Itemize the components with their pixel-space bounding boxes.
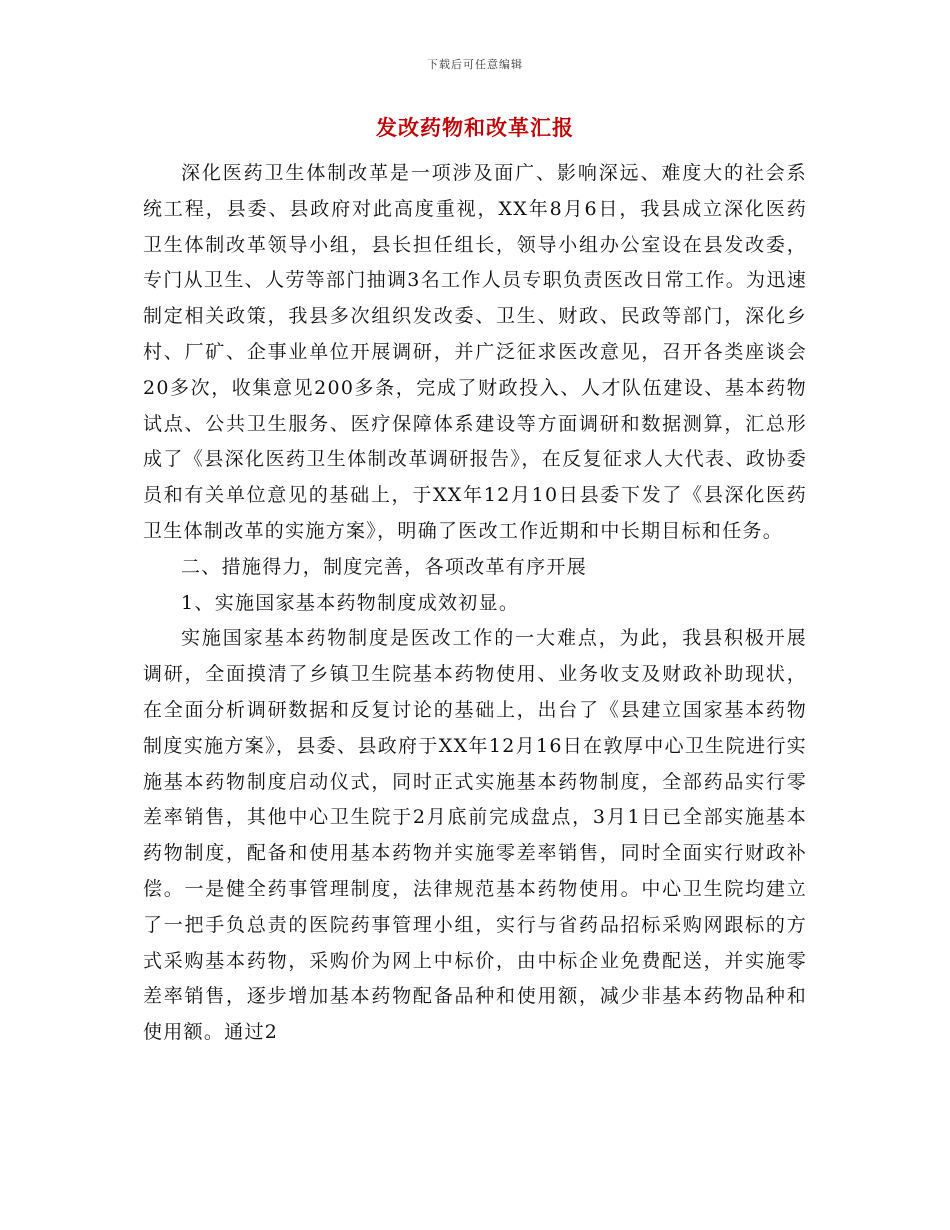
header-note: 下载后可任意编辑 [427,58,523,71]
paragraph-intro: 深化医药卫生体制改革是一项涉及面广、影响深远、难度大的社会系统工程，县委、县政府对此高度重视，XX年8月6日，我县成立深化医药卫生体制改革领导小组，县长担任组长，领导小组办公室设在县发改委，专门从卫生、人劳等部门抽调3名工作人员专职负责医改日常工作。为迅速制定相关政策，我县多次组织发改委、卫生、财政、民政等部门，深化乡村、厂矿、企事业单位开展调研，并广泛征求医改意见，召开各类座谈会20多次，收集意见200多条，完成了财政投入、人才队伍建设、基本药物试点、公共卫生服务、医疗保障体系建设等方面调研和数据测算，汇总形成了《县深化医药卫生体制改革调研报告》，在反复征求人大代表、政协委员和有关单位意见的基础上，于XX年12月10日县委下发了《县深化医药卫生体制改革的实施方案》，明确了医改工作近期和中长期目标和任务。 [143,162,807,542]
paragraph-drug-system: 实施国家基本药物制度是医改工作的一大难点，为此，我县积极开展调研，全面摸清了乡镇卫生院基本药物使用、业务收支及财政补助现状，在全面分析调研数据和反复讨论的基础上，出台了《县建立国家基本药物制度实施方案》，县委、县政府于XX年12月16日在敦厚中心卫生院进行实施基本药物制度启动仪式，同时正式实施基本药物制度，全部药品实行零差率销售，其他中心卫生院于2月底前完成盘点，3月1日已全部实施基本药物制度，配备和使用基本药物并实施零差率销售，同时全面实行财政补偿。一是健全药事管理制度，法律规范基本药物使用。中心卫生院均建立了一把手负总责的医院药事管理小组，实行与省药品招标采购网跟标的方式采购基本药物，采购价为网上中标价，由中标企业免费配送，并实施零差率销售，逐步增加基本药物配备品种和使用额，减少非基本药物品种和使用额。通过2 [143,627,807,1044]
document-body [143,156,807,1051]
section-heading: 二、措施得力，制度完善，各项改革有序开展 [181,555,588,578]
subsection-heading: 1、实施国家基本药物制度成效初显。 [181,591,520,614]
document-title: 发改药物和改革汇报 [376,115,574,140]
